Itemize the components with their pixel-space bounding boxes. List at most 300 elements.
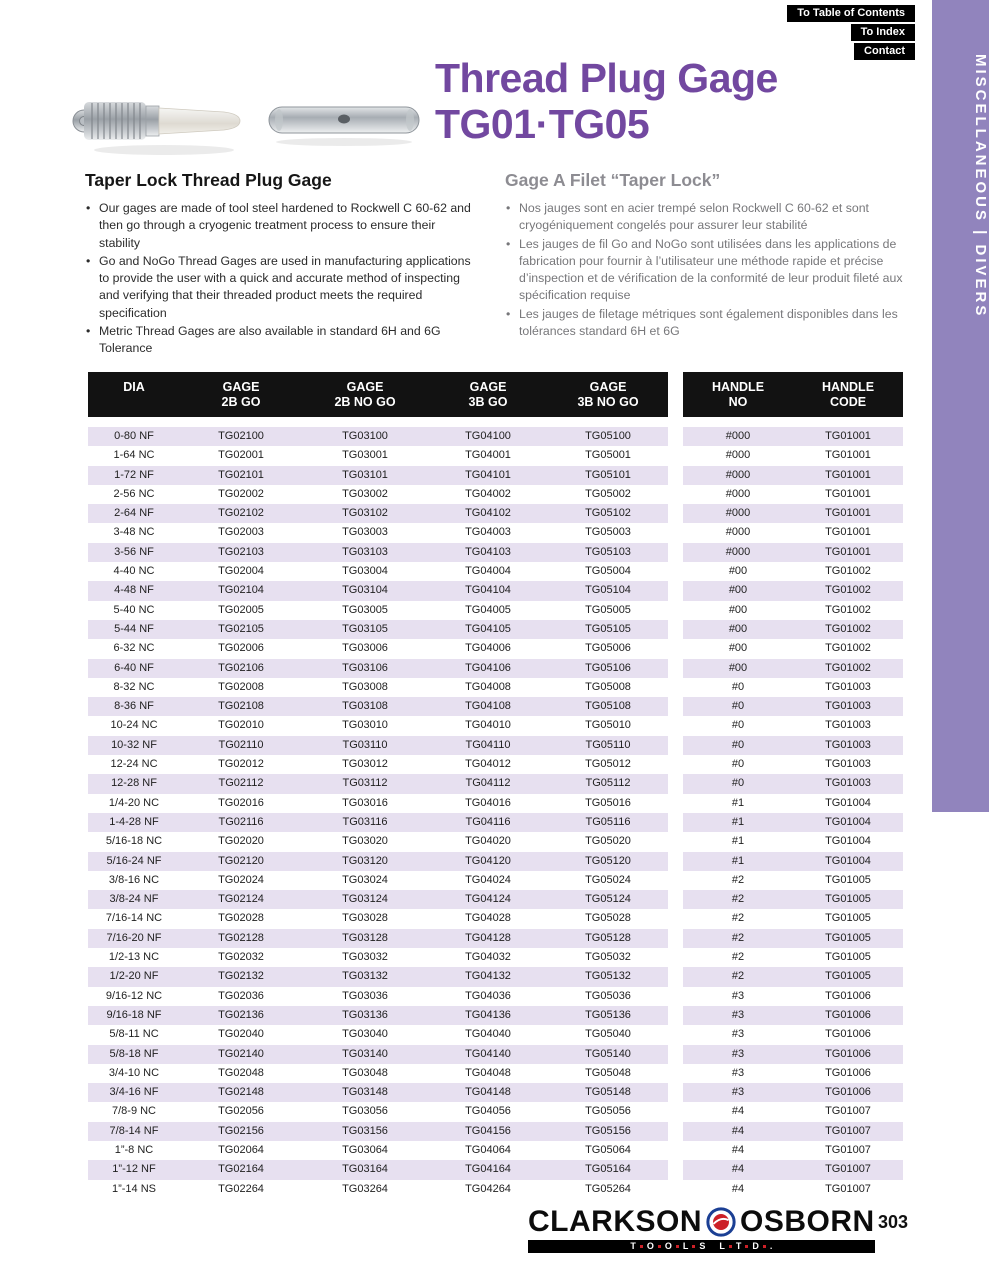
table-cell: TG04132 xyxy=(428,967,548,986)
table-cell: TG01003 xyxy=(825,719,871,732)
table-cell: TG05124 xyxy=(548,890,668,909)
table-cell: TG01002 xyxy=(793,581,903,600)
table-row xyxy=(88,755,903,774)
page-number: 303 xyxy=(878,1212,909,1232)
table-cell: TG03103 xyxy=(302,543,428,562)
row-gap xyxy=(668,543,683,562)
table-cell: #000 xyxy=(725,449,751,462)
row-gap xyxy=(668,852,683,871)
table-cell: #4 xyxy=(731,1105,745,1118)
table-cell: TG03028 xyxy=(342,912,388,925)
table-cell: TG03128 xyxy=(302,929,428,948)
table-cell: #3 xyxy=(683,1083,793,1102)
table-cell: #000 xyxy=(683,543,793,562)
table-cell: #00 xyxy=(683,581,793,600)
description-columns xyxy=(85,170,933,359)
row-gap xyxy=(668,427,683,446)
row-gap xyxy=(668,736,683,755)
red-square-icon xyxy=(763,1245,766,1248)
table-cell: TG03002 xyxy=(342,487,388,500)
table-cell: TG04100 xyxy=(428,427,548,446)
table-cell: TG04128 xyxy=(428,929,548,948)
table-cell: TG05036 xyxy=(585,989,631,1002)
table-row xyxy=(88,446,903,465)
table-cell: TG02148 xyxy=(180,1083,302,1102)
table-row xyxy=(88,562,903,581)
table-cell: TG05105 xyxy=(548,620,668,639)
table-cell: TG05024 xyxy=(585,873,631,886)
table-cell: #00 xyxy=(728,642,748,655)
table-cell: TG05164 xyxy=(548,1160,668,1179)
table-cell: TG02100 xyxy=(180,427,302,446)
table-cell: TG03003 xyxy=(342,526,388,539)
table-cell: TG01001 xyxy=(825,449,871,462)
table-cell: TG05056 xyxy=(585,1105,631,1118)
bullet-item: • Les jauges de fil Go and NoGo sont utilisées dans les applications de fabrication pour fournir à l’utilisateur une méthode rapide et précise d’inspection et de vérification de la conformité de leur produit fileté aux spécification requise xyxy=(505,236,933,305)
table-cell: TG03120 xyxy=(302,852,428,871)
french-bullet-list xyxy=(505,200,933,340)
table-cell: 1”-14 NS xyxy=(111,1182,157,1195)
table-cell: TG05104 xyxy=(548,581,668,600)
table-cell: 3/8-24 NF xyxy=(88,890,180,909)
table-cell: TG01007 xyxy=(793,1122,903,1141)
table-cell: 1-72 NF xyxy=(88,466,180,485)
table-cell: TG05020 xyxy=(585,835,631,848)
table-cell: TG03048 xyxy=(342,1066,388,1079)
table-cell: TG04116 xyxy=(428,813,548,832)
row-gap xyxy=(668,774,683,793)
table-cell: TG02128 xyxy=(180,929,302,948)
table-row xyxy=(88,620,903,639)
table-cell: #3 xyxy=(731,1028,745,1041)
table-cell: 3/4-10 NC xyxy=(108,1066,160,1079)
table-cell: TG02140 xyxy=(180,1045,302,1064)
table-cell: TG05004 xyxy=(585,565,631,578)
table-cell: TG05016 xyxy=(585,796,631,809)
table-cell: TG01005 xyxy=(825,951,871,964)
row-gap xyxy=(668,871,683,890)
table-cell: TG03032 xyxy=(342,951,388,964)
table-cell: #2 xyxy=(683,890,793,909)
brand-row xyxy=(528,1205,875,1239)
table-cell: #3 xyxy=(731,989,745,1002)
table-cell: TG01006 xyxy=(793,1006,903,1025)
row-gap xyxy=(668,890,683,909)
table-cell: 9/16-18 NF xyxy=(88,1006,180,1025)
to-table-of-contents-button[interactable]: To Table of Contents xyxy=(787,5,915,22)
table-cell: #000 xyxy=(683,504,793,523)
row-gap xyxy=(668,813,683,832)
bullet-item: • Go and NoGo Thread Gages are used in manufacturing applications to provide the user with a quick and accurate method of inspecting and verifying that their threaded product meets the required specification xyxy=(85,253,473,322)
table-cell: TG02132 xyxy=(180,967,302,986)
table-cell: TG05100 xyxy=(548,427,668,446)
table-cell: TG01006 xyxy=(825,989,871,1002)
table-row xyxy=(88,697,903,716)
table-cell: TG05010 xyxy=(585,719,631,732)
row-gap xyxy=(668,446,683,465)
table-row xyxy=(88,794,903,813)
row-gap xyxy=(668,967,683,986)
table-cell: TG04102 xyxy=(428,504,548,523)
table-row xyxy=(88,659,903,678)
table-cell: TG02101 xyxy=(180,466,302,485)
table-cell: TG05103 xyxy=(548,543,668,562)
table-cell: TG04156 xyxy=(428,1122,548,1141)
table-cell: TG03101 xyxy=(302,466,428,485)
footer-brand xyxy=(528,1205,875,1253)
table-cell: TG04020 xyxy=(465,835,511,848)
table-cell: TG05156 xyxy=(548,1122,668,1141)
table-row xyxy=(88,601,903,620)
table-cell: TG02036 xyxy=(218,989,264,1002)
table-cell: #4 xyxy=(731,1182,745,1195)
table-cell: #3 xyxy=(683,1045,793,1064)
table-cell: 10-32 NF xyxy=(88,736,180,755)
row-gap xyxy=(668,909,683,928)
table-row xyxy=(88,1102,903,1121)
table-cell: 6-40 NF xyxy=(88,659,180,678)
table-cell: TG01003 xyxy=(793,697,903,716)
red-square-icon xyxy=(640,1245,643,1248)
table-cell: #000 xyxy=(725,526,751,539)
table-body xyxy=(88,427,903,1199)
table-cell: #00 xyxy=(683,620,793,639)
table-cell: TG03140 xyxy=(302,1045,428,1064)
table-row xyxy=(88,929,903,948)
table-cell: TG04120 xyxy=(428,852,548,871)
table-cell: TG04028 xyxy=(465,912,511,925)
table-cell: 9/16-12 NC xyxy=(105,989,163,1002)
table-cell: TG03012 xyxy=(342,758,388,771)
to-index-button[interactable]: To Index xyxy=(851,24,915,41)
table-cell: 6-32 NC xyxy=(113,642,155,655)
table-row xyxy=(88,832,903,851)
table-row xyxy=(88,1122,903,1141)
table-cell: TG02136 xyxy=(180,1006,302,1025)
brand-emblem-icon xyxy=(706,1207,736,1237)
row-gap xyxy=(668,523,683,542)
table-cell: TG05128 xyxy=(548,929,668,948)
table-cell: 5/8-11 NC xyxy=(109,1028,159,1041)
table-cell: 7/8-9 NC xyxy=(111,1105,157,1118)
table-cell: TG02056 xyxy=(218,1105,264,1118)
row-gap xyxy=(668,716,683,735)
table-cell: TG04001 xyxy=(465,449,511,462)
table-cell: TG01005 xyxy=(793,929,903,948)
table-row xyxy=(88,1141,903,1160)
table-cell: TG01001 xyxy=(793,466,903,485)
table-cell: 7/16-14 NC xyxy=(105,912,163,925)
table-row xyxy=(88,987,903,1006)
table-cell: TG01005 xyxy=(825,873,871,886)
table-cell: 5/16-18 NC xyxy=(105,835,163,848)
table-cell: #00 xyxy=(683,659,793,678)
table-cell: TG04032 xyxy=(465,951,511,964)
table-cell: TG04004 xyxy=(465,565,511,578)
table-row xyxy=(88,485,903,504)
table-cell: TG01006 xyxy=(793,1045,903,1064)
table-cell: 5-44 NF xyxy=(88,620,180,639)
table-cell: TG02048 xyxy=(218,1066,264,1079)
table-cell: 7/16-20 NF xyxy=(88,929,180,948)
table-cell: TG02105 xyxy=(180,620,302,639)
table-cell: 8-32 NC xyxy=(113,680,155,693)
table-cell: TG02002 xyxy=(218,487,264,500)
table-cell: TG04012 xyxy=(465,758,511,771)
english-heading: Taper Lock Thread Plug Gage xyxy=(85,170,332,190)
table-row xyxy=(88,736,903,755)
table-cell: TG04036 xyxy=(465,989,511,1002)
row-gap xyxy=(668,466,683,485)
red-square-icon xyxy=(692,1245,695,1248)
column-header: GAGE 3B GO xyxy=(428,372,548,417)
table-cell: 5/16-24 NF xyxy=(88,852,180,871)
page-title xyxy=(435,56,778,148)
table-cell: TG03148 xyxy=(302,1083,428,1102)
table-cell: 1/2-13 NC xyxy=(108,951,160,964)
table-cell: #3 xyxy=(731,1066,745,1079)
column-header: HANDLE NO xyxy=(683,372,793,417)
table-cell: TG03024 xyxy=(342,873,388,886)
gage-table xyxy=(88,372,903,1199)
table-cell: #0 xyxy=(683,736,793,755)
table-cell: TG03001 xyxy=(342,449,388,462)
bullet-item: • Les jauges de filetage métriques sont également disponibles dans les tolérances standard 6H et 6G xyxy=(505,306,933,341)
table-cell: #4 xyxy=(683,1160,793,1179)
table-cell: TG02040 xyxy=(218,1028,264,1041)
table-cell: TG01006 xyxy=(793,1083,903,1102)
table-cell: TG03010 xyxy=(342,719,388,732)
table-cell: TG01003 xyxy=(793,774,903,793)
table-cell: #2 xyxy=(731,873,745,886)
table-cell: TG01006 xyxy=(825,1066,871,1079)
table-cell: TG03105 xyxy=(302,620,428,639)
table-row xyxy=(88,504,903,523)
table-cell: TG04056 xyxy=(465,1105,511,1118)
table-cell: TG02064 xyxy=(218,1143,264,1156)
table-cell: TG04002 xyxy=(465,487,511,500)
table-cell: TG05064 xyxy=(585,1143,631,1156)
column-header: GAGE 3B NO GO xyxy=(548,372,668,417)
table-cell: TG05110 xyxy=(548,736,668,755)
table-cell: TG04106 xyxy=(428,659,548,678)
red-square-icon xyxy=(676,1245,679,1248)
table-row xyxy=(88,1064,903,1083)
table-cell: 4-48 NF xyxy=(88,581,180,600)
table-cell: TG05008 xyxy=(585,680,631,693)
table-cell: TG02020 xyxy=(218,835,264,848)
row-gap xyxy=(668,562,683,581)
bullet-item: • Metric Thread Gages are also available in standard 6H and 6G Tolerance xyxy=(85,323,473,358)
table-row xyxy=(88,1160,903,1179)
table-cell: TG04110 xyxy=(428,736,548,755)
table-cell: TG04024 xyxy=(465,873,511,886)
table-cell: 1”-12 NF xyxy=(88,1160,180,1179)
table-cell: 2-64 NF xyxy=(88,504,180,523)
table-cell: TG04010 xyxy=(465,719,511,732)
table-cell: #1 xyxy=(731,835,745,848)
table-row xyxy=(88,1180,903,1199)
table-cell: TG05148 xyxy=(548,1083,668,1102)
table-cell: 4-40 NC xyxy=(113,565,155,578)
table-cell: 0-80 NF xyxy=(88,427,180,446)
table-cell: TG03100 xyxy=(302,427,428,446)
table-cell: TG05116 xyxy=(548,813,668,832)
table-cell: #2 xyxy=(731,951,745,964)
red-square-icon xyxy=(729,1245,732,1248)
table-cell: TG03136 xyxy=(302,1006,428,1025)
table-cell: TG03016 xyxy=(342,796,388,809)
row-gap xyxy=(668,1045,683,1064)
row-gap xyxy=(668,832,683,851)
table-row xyxy=(88,716,903,735)
table-cell: TG01001 xyxy=(793,543,903,562)
table-cell: TG02156 xyxy=(180,1122,302,1141)
contact-button[interactable]: Contact xyxy=(854,43,915,60)
table-cell: TG03116 xyxy=(302,813,428,832)
table-cell: TG02264 xyxy=(218,1182,264,1195)
table-cell: 3-56 NF xyxy=(88,543,180,562)
table-cell: TG04101 xyxy=(428,466,548,485)
table-cell: 3-48 NC xyxy=(113,526,155,539)
table-cell: TG03040 xyxy=(342,1028,388,1041)
table-cell: TG05032 xyxy=(585,951,631,964)
table-cell: TG02116 xyxy=(180,813,302,832)
row-gap xyxy=(668,678,683,697)
table-row xyxy=(88,678,903,697)
table-cell: TG03008 xyxy=(342,680,388,693)
table-cell: TG03102 xyxy=(302,504,428,523)
table-cell: TG01007 xyxy=(825,1143,871,1156)
table-cell: TG02103 xyxy=(180,543,302,562)
table-cell: #3 xyxy=(683,1006,793,1025)
table-cell: TG02124 xyxy=(180,890,302,909)
table-cell: TG03108 xyxy=(302,697,428,716)
row-gap xyxy=(668,1180,683,1199)
table-cell: 8-36 NF xyxy=(88,697,180,716)
table-cell: 10-24 NC xyxy=(110,719,158,732)
table-cell: TG04103 xyxy=(428,543,548,562)
table-cell: TG02012 xyxy=(218,758,264,771)
table-cell: #0 xyxy=(683,774,793,793)
table-row xyxy=(88,466,903,485)
table-cell: 12-28 NF xyxy=(88,774,180,793)
table-row xyxy=(88,948,903,967)
row-gap xyxy=(668,987,683,1006)
table-cell: 1-4-28 NF xyxy=(88,813,180,832)
table-cell: TG01005 xyxy=(825,912,871,925)
page-title-line2: TG01·TG05 xyxy=(435,100,650,147)
table-cell: TG04136 xyxy=(428,1006,548,1025)
table-cell: TG04003 xyxy=(465,526,511,539)
table-cell: #00 xyxy=(728,603,748,616)
table-cell: #000 xyxy=(725,487,751,500)
row-gap xyxy=(668,1083,683,1102)
row-gap xyxy=(668,1064,683,1083)
table-cell: TG04008 xyxy=(465,680,511,693)
table-cell: TG05102 xyxy=(548,504,668,523)
table-cell: TG04105 xyxy=(428,620,548,639)
table-row xyxy=(88,967,903,986)
table-cell: #2 xyxy=(683,967,793,986)
table-row xyxy=(88,543,903,562)
table-cell: 1-64 NC xyxy=(113,449,155,462)
row-gap xyxy=(668,929,683,948)
table-cell: TG01002 xyxy=(793,620,903,639)
table-cell: TG01003 xyxy=(825,758,871,771)
table-cell: TG04124 xyxy=(428,890,548,909)
brand-clarkson: CLARKSON xyxy=(528,1205,702,1238)
table-cell: TG01004 xyxy=(825,835,871,848)
table-cell: TG02001 xyxy=(218,449,264,462)
table-cell: 5/8-18 NF xyxy=(88,1045,180,1064)
red-square-icon xyxy=(658,1245,661,1248)
table-cell: #00 xyxy=(728,565,748,578)
table-cell: TG04164 xyxy=(428,1160,548,1179)
table-cell: TG02008 xyxy=(218,680,264,693)
table-cell: #0 xyxy=(731,680,745,693)
table-cell: TG03006 xyxy=(342,642,388,655)
table-cell: TG03064 xyxy=(342,1143,388,1156)
table-cell: TG02112 xyxy=(180,774,302,793)
table-cell: TG04016 xyxy=(465,796,511,809)
table-cell: #4 xyxy=(731,1143,745,1156)
french-heading: Gage A Filet “Taper Lock” xyxy=(505,170,721,190)
table-row xyxy=(88,871,903,890)
row-gap xyxy=(668,639,683,658)
table-cell: 12-24 NC xyxy=(110,758,158,771)
table-cell: TG04005 xyxy=(465,603,511,616)
table-cell: TG05012 xyxy=(585,758,631,771)
table-cell: #0 xyxy=(731,719,745,732)
table-cell: TG04140 xyxy=(428,1045,548,1064)
table-cell: TG02104 xyxy=(180,581,302,600)
table-row xyxy=(88,890,903,909)
row-gap xyxy=(668,601,683,620)
table-cell: TG03164 xyxy=(302,1160,428,1179)
table-cell: TG05112 xyxy=(548,774,668,793)
table-cell: TG02003 xyxy=(218,526,264,539)
table-cell: TG01004 xyxy=(825,796,871,809)
table-cell: #4 xyxy=(683,1122,793,1141)
table-cell: TG03036 xyxy=(342,989,388,1002)
row-gap xyxy=(668,1006,683,1025)
table-row xyxy=(88,427,903,446)
table-cell: TG02110 xyxy=(180,736,302,755)
table-cell: TG01001 xyxy=(793,504,903,523)
table-cell: TG03104 xyxy=(302,581,428,600)
table-cell: TG02005 xyxy=(218,603,264,616)
table-cell: TG05002 xyxy=(585,487,631,500)
column-header: GAGE 2B GO xyxy=(180,372,302,417)
table-cell: #0 xyxy=(683,697,793,716)
table-cell: TG05106 xyxy=(548,659,668,678)
table-cell: TG03020 xyxy=(342,835,388,848)
table-cell: TG02010 xyxy=(218,719,264,732)
row-gap xyxy=(668,794,683,813)
table-cell: TG05140 xyxy=(548,1045,668,1064)
table-cell: #2 xyxy=(731,912,745,925)
table-cell: TG01005 xyxy=(793,967,903,986)
table-cell: TG01003 xyxy=(793,736,903,755)
table-cell: TG01005 xyxy=(793,890,903,909)
table-cell: #0 xyxy=(731,758,745,771)
row-gap xyxy=(668,1141,683,1160)
product-photos xyxy=(72,86,423,160)
section-tab xyxy=(932,0,989,812)
table-cell: TG01002 xyxy=(825,642,871,655)
column-header: HANDLE CODE xyxy=(793,372,903,417)
